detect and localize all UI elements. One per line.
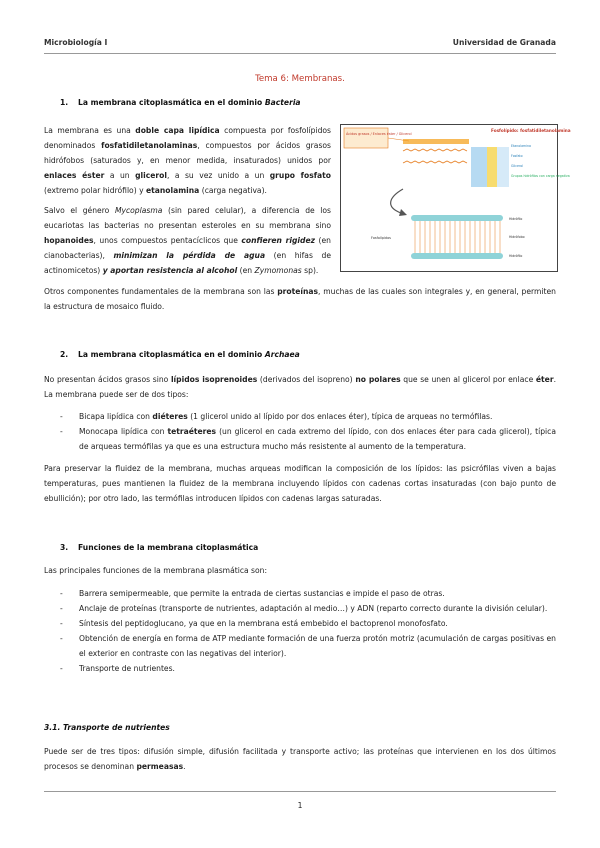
emphasis-text: Mycoplasma	[114, 206, 163, 215]
page-title: Tema 6: Membranas.	[255, 74, 345, 84]
phospholipids-label: Fosfolípidos	[371, 236, 391, 240]
emphasis-text: minimizan la pérdida de agua	[113, 251, 266, 260]
phospholipid-figure	[340, 124, 571, 272]
phospholipid-diagram	[341, 125, 571, 271]
section-3-intro: Las principales funciones de la membrana plasmática son:	[44, 566, 268, 575]
section-number: 3.	[60, 543, 69, 552]
arrow-head	[399, 209, 407, 216]
hydrophilic-top-label: Hidrófilo	[509, 217, 523, 221]
emphasis-text: proteínas	[277, 287, 319, 296]
section-heading-text: La membrana citoplasmática en el dominio	[78, 350, 265, 359]
emphasis-text: glicerol	[135, 171, 167, 180]
charge-label: Grupos hidrófilos con carga negativa	[511, 174, 570, 178]
fatty-acid-callout	[344, 128, 388, 148]
header-rule	[44, 53, 556, 54]
list-item: - Anclaje de proteínas (transporte de nutrientes, adaptación al medio…) y ADN (reparto correcto durante la división celular).	[60, 601, 556, 616]
list-item: - Síntesis del peptidoglucano, ya que en la membrana está embebido el bactoprenol monofosfato.	[60, 616, 556, 631]
emphasis-text: etanolamina	[146, 186, 200, 195]
section-1-heading	[60, 98, 301, 107]
emphasis-text: fosfatidiletanolaminas	[101, 141, 198, 150]
emphasis-text: y aportan resistencia al alcohol	[102, 266, 238, 275]
emphasis-text: lípidos isoprenoides	[170, 375, 258, 384]
fatty-acid-label: Ácidos grasos / Enlaces éster / Glicerol	[346, 132, 412, 136]
membrane-functions-list	[60, 586, 556, 676]
subsection-3-1-heading: 3.1. Transporte de nutrientes	[44, 723, 170, 732]
bilayer	[411, 215, 503, 259]
list-item: - Monocapa lipídica con tetraéteres (un glicerol en cada extremo del lípido, con dos enlaces éter para cada glicerol), típica de arqueas termófilas ya que es una estructura mucho más resistente al aumento de la temperatura.	[60, 424, 556, 454]
ethanolamine-block	[497, 147, 509, 187]
emphasis-text: enlaces éster	[44, 171, 105, 180]
section-1-paragraph-2: Salvo el género Mycoplasma (sin pared celular), a diferencia de los eucariotas las bacterias no presentan esteroles en su membrana sino hopanoides, unos compuestos pentacíclicos que confieren rigidez (en cianobacterias), minimizan la pérdida de agua (en hifas de actinomicetos) y aportan resistencia al alcohol (en Zymomonas sp).	[44, 206, 332, 275]
section-heading-text: La membrana citoplasmática en el dominio	[78, 98, 265, 107]
emphasis-text: éter	[535, 375, 554, 384]
header-course: Microbiología I	[44, 38, 108, 47]
section-number: 1.	[60, 98, 69, 107]
list-item: - Bicapa lipídica con diéteres (1 glicerol unido al lípido por dos enlaces éter), típica de arqueas no termófilas.	[60, 409, 556, 424]
fatty-acid-chains	[403, 149, 467, 163]
section-number: 2.	[60, 350, 69, 359]
glycerol-label: Glicerol	[511, 164, 524, 168]
hydrophilic-bottom-label: Hidrófilo	[509, 254, 523, 258]
phosphate-label: Fosfato	[511, 154, 523, 158]
archaea-membrane-types	[60, 409, 556, 454]
phosphate-block	[487, 147, 497, 187]
section-1-paragraph-1: La membrana es una doble capa lipídica compuesta por fosfolípidos denominados fosfatidiletanolaminas, compuestos por ácidos grasos hidrófobos (saturados y, en menor medida, insaturados) unidos por enlaces éster a un glicerol, a su vez unido a un grupo fosfato (extremo polar hidrófilo) y etanolamina (carga negativa).	[44, 126, 332, 195]
emphasis-text: doble capa lipídica	[135, 126, 220, 135]
footer-rule	[44, 791, 556, 792]
subsection-3-1-paragraph: Puede ser de tres tipos: difusión simple, difusión facilitada y transporte activo; las proteínas que intervienen en los dos últimos procesos se denominan permeasas.	[44, 747, 556, 771]
section-1-paragraph-3: Otros componentes fundamentales de la membrana son las proteínas, muchas de las cuales son integrales y, en general, permiten la estructura de mosaico fluido.	[44, 287, 556, 311]
list-item: - Transporte de nutrientes.	[60, 661, 556, 676]
emphasis-text: hopanoides	[44, 236, 94, 245]
section-heading-italic: Archaea	[264, 350, 300, 359]
list-item: - Obtención de energía en forma de ATP mediante formación de una fuerza protón motriz (acumulación de cargas positivas en el exterior en contraste con las negativas del interior).	[60, 631, 556, 661]
emphasis-text: no polares	[355, 375, 401, 384]
section-2-paragraph-1: No presentan ácidos grasos sino lípidos isoprenoides (derivados del isopreno) no polares que se unen al glicerol por enlace éter. La membrana puede ser de dos tipos:	[44, 375, 556, 399]
section-heading-text: Funciones de la membrana citoplasmática	[78, 543, 259, 552]
glycerol-block	[471, 147, 487, 187]
emphasis-text: grupo fosfato	[269, 171, 331, 180]
emphasis-text: diéteres	[152, 412, 188, 421]
section-2-paragraph-2: Para preservar la fluidez de la membrana, muchas arqueas modifican la composición de los lípidos: las psicrófilas viven a bajas temperaturas, pues mantienen la fluidez de la membrana incluyendo lípidos con cadenas cortas insaturadas (con bajo punto de ebullición); por otro lado, las termófilas introducen lípidos con cadenas largas saturadas.	[44, 464, 556, 503]
header-university: Universidad de Granada	[452, 38, 556, 47]
emphasis-text: Zymomonas	[254, 266, 302, 275]
emphasis-text: confieren rigidez	[241, 236, 316, 245]
section-2-heading	[60, 350, 300, 359]
emphasis-text: permeasas	[136, 762, 184, 771]
hydrophobic-label: Hidrófobo	[509, 235, 525, 239]
phospholipid-title: Fosfolípido: fosfatidiletanolamina	[491, 128, 571, 133]
section-heading-italic: Bacteria	[264, 98, 301, 107]
emphasis-text: tetraéteres	[167, 427, 217, 436]
page-number: 1	[297, 801, 303, 810]
ethanolamine-label: Etanolamina	[511, 144, 531, 148]
section-3-heading	[60, 543, 258, 552]
ester-band	[403, 139, 469, 144]
list-item: - Barrera semipermeable, que permite la entrada de ciertas sustancias e impide el paso de otras.	[60, 586, 556, 601]
